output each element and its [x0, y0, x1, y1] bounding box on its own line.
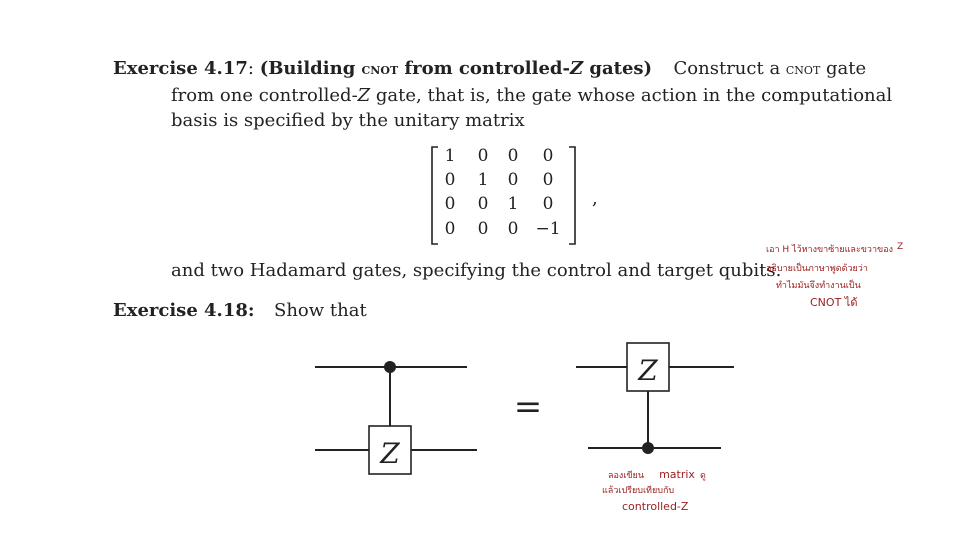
matrix-entry: 0: [542, 170, 554, 190]
exercise-text-line3: basis is specified by the unitary matrix: [171, 110, 525, 131]
matrix-entry: −1: [535, 219, 561, 239]
exercise-title: (Building cnot from controlled-Z gates): [259, 58, 653, 79]
right-z-gate-label: Z: [638, 354, 658, 387]
exercise-text-line2: from one controlled-Z gate, that is, the gate whose action in the computational: [171, 85, 893, 106]
matrix-entry: 1: [444, 146, 456, 166]
left-z-gate-label: Z: [380, 437, 400, 470]
equals-sign: =: [513, 387, 543, 427]
matrix-entry: 0: [477, 219, 489, 239]
exercise-4-18-label: Exercise 4.18:: [113, 300, 255, 321]
exercise-4-17-heading: Exercise 4.17: (Building cnot from controlled-Z gates) Construct a cnot gate: [113, 58, 867, 79]
matrix-entry: 0: [477, 194, 489, 214]
exercise-4-18-text: Show that: [274, 300, 367, 321]
annotation-top-right: [760, 242, 950, 312]
exercise-label: Exercise 4.17: [113, 58, 248, 79]
matrix-entry: 0: [542, 146, 554, 166]
annotation-top-line1: เอา H ไว้หางขาซ้ายและขวาของ: [766, 245, 893, 255]
matrix-entry: 0: [507, 219, 519, 239]
exercise-text-line4: and two Hadamard gates, specifying the control and target qubits.: [171, 260, 782, 281]
matrix-entry: 0: [477, 146, 489, 166]
left-control-dot: [384, 361, 396, 373]
matrix-entry: 0: [444, 170, 456, 190]
matrix-entry: 1: [477, 170, 489, 190]
annotation-bottom: [600, 463, 740, 523]
matrix-entry: 0: [444, 219, 456, 239]
matrix-entry: 1: [507, 194, 519, 214]
annotation-top-z: Z: [897, 242, 904, 252]
annotation-top-line2: อธิบายเป็นภาษาพูดด้วยว่า: [766, 264, 868, 274]
matrix-entry: 0: [507, 146, 519, 166]
annotation-top-line3: ทำไมมันจึงทำงานเป็น: [776, 281, 861, 291]
annotation-bottom-line3: controlled-Z: [622, 500, 689, 513]
annotation-bottom-line2: แล้วเปรียบเทียบกับ: [602, 486, 675, 496]
exercise-text-line1: Construct a cnot gate: [673, 58, 867, 79]
annotation-bottom-line1: ลองเขียน matrix ดู: [608, 468, 706, 481]
annotation-top-line4: CNOT ได้: [810, 296, 858, 309]
matrix-entry: 0: [542, 194, 554, 214]
right-control-dot: [642, 442, 654, 454]
matrix-punctuation: ,: [592, 188, 598, 209]
matrix-entry: 0: [444, 194, 456, 214]
matrix-entry: 0: [507, 170, 519, 190]
